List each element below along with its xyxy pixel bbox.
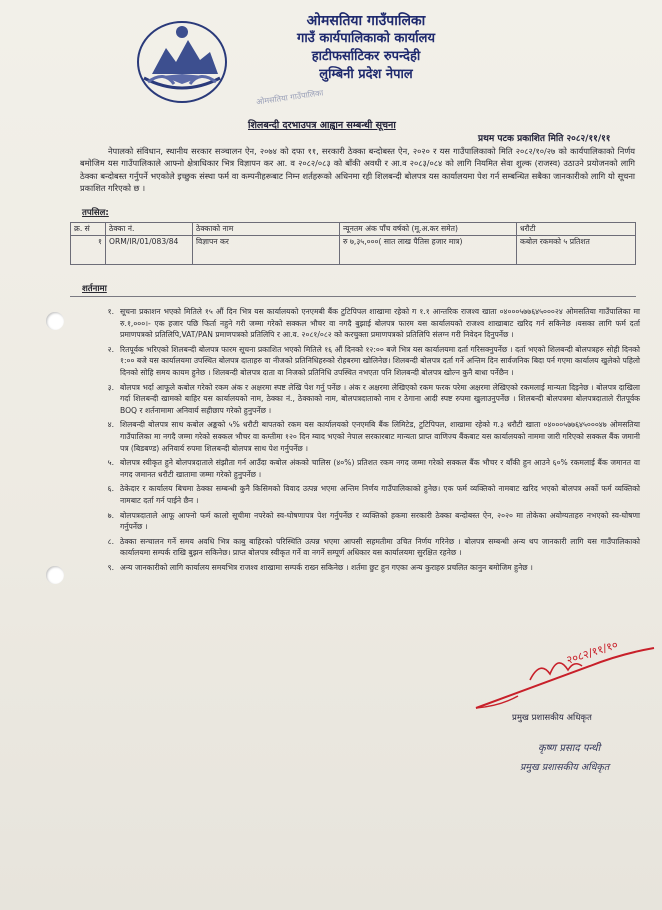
intro-paragraph: नेपालको संविधान, स्थानीय सरकार सञ्चालन ऐन, २०७४ को दफा ११, सरकारी ठेक्का बन्दोबस्त ऐन, २०२० र यस गाउँपालिकाको मिति २०८२/१०/२७ को कार्यपालिकाको निर्णय बमोजिम यस गाउँपालिकाले आफ्नो क्षेत्राधिकार भित्र विज्ञापन कर आ. व २०८२/०८३ को बाँकी अवधी र आ.व २०८३/०८४ को लागि नियमित सेवा शुल्क (राजस्व) उठाउने प्रयोजनको लागि ठेक्का बन्दोबस्त गर्नुपर्ने भएकोले इच्छुक संस्था फर्म वा कम्पनीहरूबाट निम्न शर्तहरूको अधिनमा रही शिलबन्दी बोलपत्र यस कार्यालयमा पेश गर्न सम्बन्धित सबैका जानकारीको लागि यो सूचना प्रकाशित गरिएको छ । — [80, 146, 635, 194]
signature-date: २०८२/११/१० — [564, 638, 620, 667]
cell-contract-no: ORM/IR/01/083/84 — [106, 236, 193, 265]
term-text: शिलबन्दी बोलपत्र साथ कबोल अङ्कको ५% धरौटी बापतको रकम यस कार्यालयको एनएमबि बैंक लिमिटेड, टुटिपिपल, शाखामा रहेको ग.३ धरौटी खाता ०४०००५७७६४५०००४७ ओमसतिया गाउँपालिका मा नगदै जम्मा गरेको सक्कल भौचर वा कम्तीमा १२० दिन म्याद भएको नेपाल सरकारबाट मान्यता प्राप्त वाणिज्य बैंकबाट यस कार्यालयको नाममा जारी गरिएको सक्कल बैंक जमानी पत्र (बिडबण्ड) अनिवार्य रुपमा शिलबन्दी बोलपत्र साथ पेश गर्नुपर्नेछ । — [120, 420, 640, 453]
term-item — [60, 382, 640, 417]
cell-serial: १ — [71, 236, 106, 265]
term-number: ४. — [107, 420, 114, 430]
office-header — [236, 12, 496, 84]
signatory-name: कृष्ण प्रसाद पन्थी — [538, 743, 601, 754]
term-text: बोलपत्र भर्दा आफूले कबोल गरेको रकम अंक र अक्षरमा स्पष्ट लेखि पेश गर्नु पर्नेछ । अंक र अक्षरमा लेखिएको रकम फरक परेमा अक्षरमा लेखिएको रकमलाई मान्यता दिइनेछ । बोलपत्र दाखिला गर्दा शिलबन्दी खामको बाहिर यस कार्यालयको नाम, ठेक्का नं., ठेक्काको नाम, बोलपत्रदाताको नाम र ठेगाना आदी स्पष्ट रुपमा खुलाउनुपर्नेछ । शिलबन्दी बोलपत्रमा बोलपत्रदाताले रीतपूर्वक BOQ र शर्तनामामा अनिवार्य सहीछाप गरेको हुनुपर्नेछ । — [120, 382, 640, 415]
cell-deposit: कबोल रकमको ५ प्रतिशत — [517, 236, 636, 265]
cell-minimum-amount: रु ७,३५,०००( सात लाख पैतिस हजार मात्र) — [340, 236, 517, 265]
terms-list — [60, 306, 640, 576]
term-item — [60, 510, 640, 533]
term-number: ३. — [107, 382, 114, 392]
term-item — [60, 344, 640, 379]
term-text: अन्य जानकारीको लागि कार्यालय समयभित्र राजश्व शाखामा सम्पर्क राख्न सकिनेछ । शर्तमा छुट हुन गएका अन्य कुराहरु प्रचलित कानुन बमोजिम हुनेछ । — [120, 562, 533, 572]
municipality-name: ओमसतिया गाउँपालिका — [306, 13, 426, 29]
term-number: ६. — [107, 484, 114, 494]
contract-table — [70, 222, 636, 265]
col-contract-no: ठेक्का नं. — [106, 223, 193, 236]
nepal-emblem-icon — [134, 18, 230, 104]
col-minimum-amount: न्यूनतम अंक पाँच वर्षको (मू.अ.कर समेत) — [340, 223, 517, 236]
terms-title: शर्तनामा — [82, 284, 107, 294]
notice-title: शिलबन्दी दरभाउपत्र आह्वान सम्बन्धी सूचना — [248, 120, 396, 131]
province-name: लुम्बिनी प्रदेश नेपाल — [319, 67, 413, 82]
table-row — [71, 236, 636, 265]
term-item — [60, 457, 640, 480]
term-item — [60, 562, 640, 574]
col-deposit: धरौटी — [517, 223, 636, 236]
term-number: ७. — [107, 510, 114, 520]
term-text: सूचना प्रकाशन भएको मितिले १५ औं दिन भित्र यस कार्यालयको एनएमबी बैंक टुटिपिपल शाखामा रहेको ग १.१ आन्तरिक राजश्व खाता ०४०००५७७६४५०००२४ ओमसतिया गाउँपालिका मा रु.१,०००।- एक हजार पछि फिर्ता नहुने गरी जम्मा गरेको सक्कल भौचर वा नगदै बुझाई बोलपत्र फारम यस कार्यालयको राजश्व शाखाबाट खरिद गर्न सकिनेछ ।यसका लागि फर्म दर्ता प्रमाणपत्रको प्रतिलिपि,VAT/PAN प्रमाणपत्रको प्रतिलिपि र आ.व. २०८१/०८२ को करचुक्ता प्रमाणपत्रको प्रतिलिपि संलग्न गरी निवेदन दिनुपर्नेछ । — [120, 307, 640, 340]
signatory-designation: प्रमुख प्रशासकीय अधिकृत — [520, 762, 610, 773]
term-number: ५. — [107, 458, 114, 468]
table-header-row — [71, 223, 636, 236]
term-text: बोलपत्रदाताले आफू आफ्नो फर्म कालो सूचीमा नपरेको स्व-घोषणापत्र पेश गर्नुपर्नेछ र व्यक्तिको हकमा सरकारी ठेक्का बन्दोबस्त ऐन, २०२० मा तोकेका अयोग्यताहरु नभएको स्व-घोषणा गर्नुपर्नेछ । — [120, 510, 640, 532]
term-item — [60, 306, 640, 341]
term-text: ठेकेदार र कार्यालय बिचमा ठेक्का सम्बन्धी कुनै किसिमको विवाद उत्पन्न भएमा अन्तिम निर्णय गाउँपालिकाको हुनेछ। एक फर्म व्यक्तिको नामबाट खरिद भएको बोलपत्र अर्को फर्म व्यक्तिको नामबाट दर्ता गर्न पाईने छैन । — [120, 484, 640, 505]
term-text: ठेक्का सन्चालन गर्ने समय अवधि भित्र काबु बाहिरको परिस्थिति उत्पन्न भएमा आपसी सहमतीमा उचित निर्णय गरिनेछ । बोलपत्र सम्बन्धी अन्य थप जानकारी लागि यस गाउँपालिकाको कार्यालयमा सम्पर्क राखि बुझन सकिनेछ। प्राप्त बोलपत्र स्वीकृत गर्ने वा नगर्ने सम्पूर्ण अधिकार यस कार्यालयमा सुरक्षित रहनेछ । — [120, 536, 640, 558]
col-serial: क्र. सं — [71, 223, 106, 236]
signatory-title: प्रमुख प्रशासकीय अधिकृत — [512, 713, 592, 723]
term-text: बोलपत्र स्वीकृत हुने बोलपत्रदाताले संझौता गर्न आउँदा कबोल अंकको चालिस (४०%) प्रतिशत रकम नगद जम्मा गरेको सक्कल बैंक भौचर र बाँकी हुन आउने ६०% रकमलाई बैंक जमानत वा नगद जमानत धरौटी खातामा जम्मा गरेको हुनुपर्नेछ । — [120, 458, 640, 479]
term-item — [60, 483, 640, 506]
term-number: ९. — [107, 562, 114, 572]
office-address: हाटीफर्साटिकर रुपन्देही — [311, 49, 421, 64]
term-number: २. — [107, 344, 114, 354]
schedule-label: तपसिल: — [82, 208, 109, 218]
term-number: १. — [107, 307, 114, 316]
col-contract-name: ठेक्काको नाम — [193, 223, 340, 236]
divider — [70, 296, 636, 297]
term-item — [60, 536, 640, 559]
faint-stamp: ओमसतिया गाउँपालिका — [255, 88, 324, 107]
office-name: गाउँ कार्यपालिकाको कार्यालय — [297, 31, 435, 46]
term-text: रितपूर्वक भरिएको शिलबन्दी बोलपत्र फारम सूचना प्रकाशित भएको मितिले १६ औं दिनको १२:०० बजे भित्र यस कार्यालयमा दर्ता गरिसक्नुपर्नेछ । दर्ता भएको शिलबन्दी बोलपत्रहरु सोही दिनको १:०० बजे यस कार्यालयमा उपस्थित बोलपत्र दाताहरु वा नीजको प्रतिनिधिहरुको रोहबरमा खोलिनेछ। शिलबन्दी बोलपत्र दर्ता गर्ने अन्तिम दिन सार्वजनिक बिदा पर्न गएमा कार्यालय खुलेको पहिलो दिनको सोहि समय कायम हुनेछ । शिलबन्दी बोलपत्र दाता वा निजको प्रतिनिधि उपस्थित नभएता पनि शिलबन्दी बोलपत्र खोल्न कुनै बाधा पर्नेछैन । — [120, 344, 640, 377]
publication-date: प्रथम पटक प्रकाशित मिति २०८२/११/११ — [478, 134, 611, 144]
cell-contract-name: विज्ञापन कर — [193, 236, 340, 265]
term-number: ८. — [107, 536, 114, 546]
term-item — [60, 419, 640, 454]
